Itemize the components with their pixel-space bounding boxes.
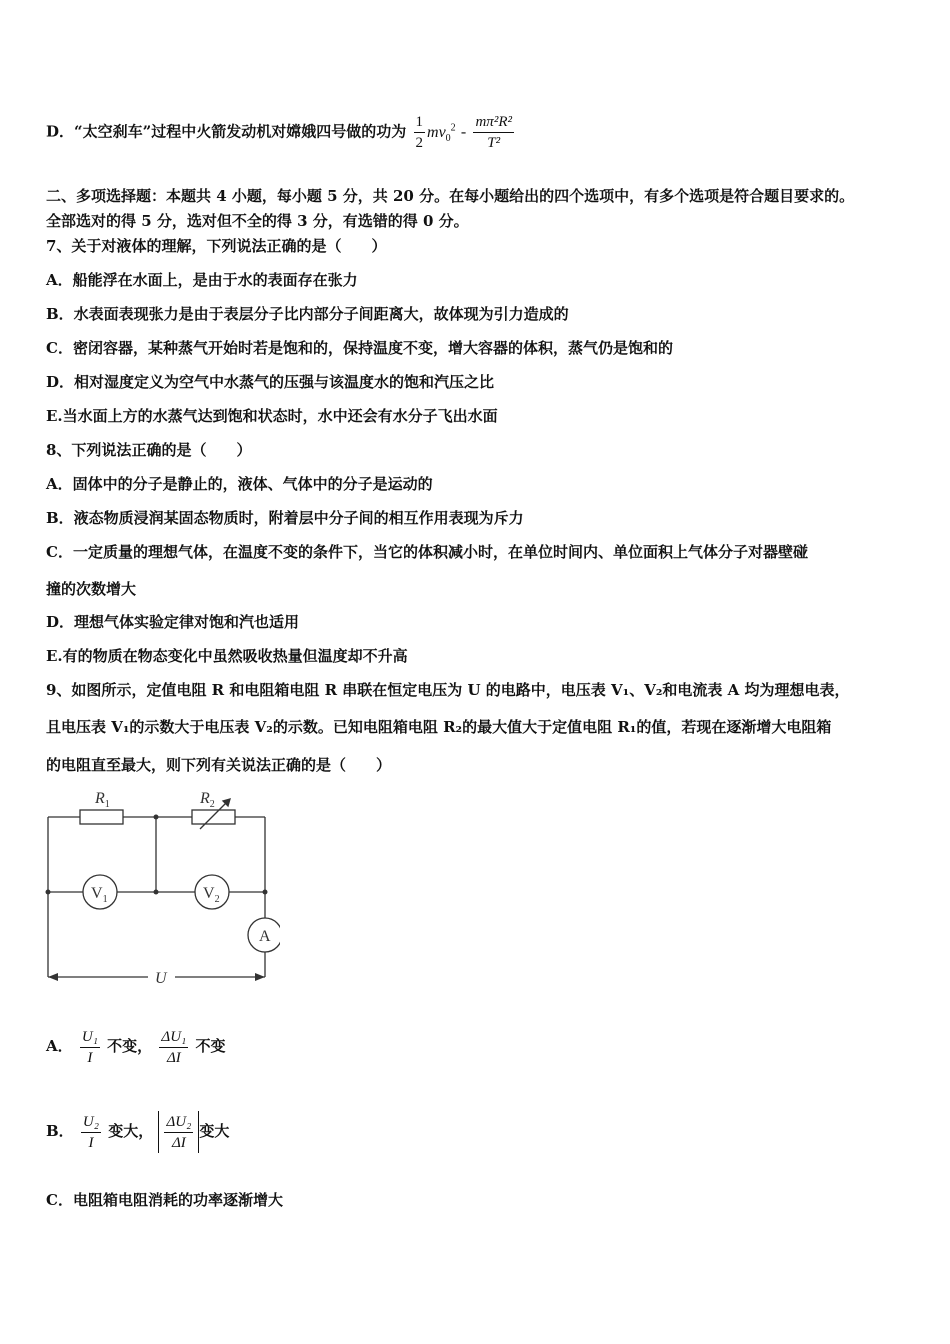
q8-option-e: E.有的物质在物态变化中虽然吸收热量但温度却不升高 [46, 647, 408, 665]
label-v1: $V_1$ [91, 885, 108, 905]
q8-option-c: C．一定质量的理想气体，在温度不变的条件下，当它的体积减小时，在单位时间内、单位面积上气体分子对器壁碰 [46, 543, 808, 561]
fraction-du1-over-di: $\frac{\text{ΔU₁}}{\Delta I}$ [161, 1028, 187, 1066]
option-b-text-1: 变大， [108, 1122, 154, 1140]
node-left [46, 890, 51, 895]
q7-option-d: D．相对湿度定义为空气中水蒸气的压强与该温度水的饱和汽压之比 [46, 373, 495, 391]
node-top [154, 815, 159, 820]
q7-option-b: B．水表面表现张力是由于表层分子比内部分子间距离大，故体现为引力造成的 [46, 305, 569, 323]
option-label: D． [46, 122, 75, 141]
resistor-r1 [80, 810, 123, 824]
fraction-du2-over-di: $\frac{\text{ΔU₂}}{\Delta I}$ [166, 1114, 192, 1152]
section-heading-2: 全部选对的得 5 分，选对但不全的得 3 分，有选错的得 0 分。 [46, 212, 469, 230]
label-r1: $R_1$ [95, 790, 110, 810]
q9-stem-2: 且电压表 V₁的示数大于电压表 V₂的示数。已知电阻箱电阻 R₂的最大值大于定值电阻 R₁的值，若现在逐渐增大电阻箱 [46, 718, 832, 736]
label-v2: $V_2$ [203, 885, 220, 905]
minus-sign: - [460, 123, 467, 141]
option-a-text-1: 不变， [107, 1037, 153, 1055]
option-label: B． [46, 1122, 74, 1140]
node-middle [154, 890, 159, 895]
q9-stem-3: 的电阻直至最大，则下列有关说法正确的是（ ） [46, 756, 392, 774]
q8-option-d: D．理想气体实验定律对饱和汽也适用 [46, 613, 300, 631]
fraction-half: $\frac{1}{2}$ [415, 114, 424, 151]
label-r2: $R_2$ [200, 790, 215, 810]
option-text: “太空刹车”过程中火箭发动机对嫦娥四号做的功为 [74, 122, 407, 141]
fraction-u1-over-i: $\frac{\text{U₁}}{I}$ [81, 1028, 98, 1066]
label-ammeter: A [259, 928, 271, 945]
option-b-text-2: 变大 [199, 1122, 230, 1140]
circuit-diagram [40, 785, 280, 985]
q9-option-c: C．电阻箱电阻消耗的功率逐渐增大 [46, 1191, 283, 1209]
node-right [263, 890, 268, 895]
q8-option-a: A．固体中的分子是静止的，液体、气体中的分子是运动的 [46, 475, 433, 493]
q7-option-e: E.当水面上方的水蒸气达到饱和状态时，水中还会有水分子飞出水面 [46, 407, 498, 425]
q7-option-a: A．船能浮在水面上，是由于水的表面存在张力 [46, 271, 358, 289]
arrow-right [255, 973, 265, 981]
resistor-r2 [192, 810, 235, 824]
option-label: A． [46, 1037, 73, 1055]
fraction-energy: $\frac{\text{mπ²R²}}{\text{T²}}$ [475, 114, 512, 151]
q9-stem-1: 9、如图所示，定值电阻 R 和电阻箱电阻 R 串联在恒定电压为 U 的电路中，电压表 V₁、V₂和电流表 A 均为理想电表， [46, 681, 850, 699]
q9-option-b [46, 1110, 229, 1153]
absolute-value [158, 1111, 199, 1154]
fraction-u2-over-i: $\frac{\text{U₂}}{I}$ [82, 1113, 99, 1151]
term-mv0: $mv_0^2$ [427, 122, 456, 144]
label-voltage: U [155, 970, 167, 985]
option-a-text-2: 不变 [195, 1037, 226, 1055]
q9-option-a [46, 1025, 226, 1068]
q8-stem: 8、下列说法正确的是（ ） [46, 441, 252, 459]
q8-option-b: B．液态物质浸润某固态物质时，附着层中分子间的相互作用表现为斥力 [46, 509, 524, 527]
section-heading: 二、多项选择题：本题共 4 小题，每小题 5 分，共 20 分。在每小题给出的四个选项中，有多个选项是符合题目要求的。 [46, 187, 855, 205]
q8-option-c-cont: 撞的次数增大 [46, 580, 137, 598]
q7-stem: 7、关于对液体的理解，下列说法正确的是（ ） [46, 237, 387, 255]
arrow-left [48, 973, 58, 981]
q7-option-c: C．密闭容器，某种蒸气开始时若是饱和的，保持温度不变，增大容器的体积，蒸气仍是饱和的 [46, 339, 673, 357]
prev-option-d [46, 112, 516, 153]
